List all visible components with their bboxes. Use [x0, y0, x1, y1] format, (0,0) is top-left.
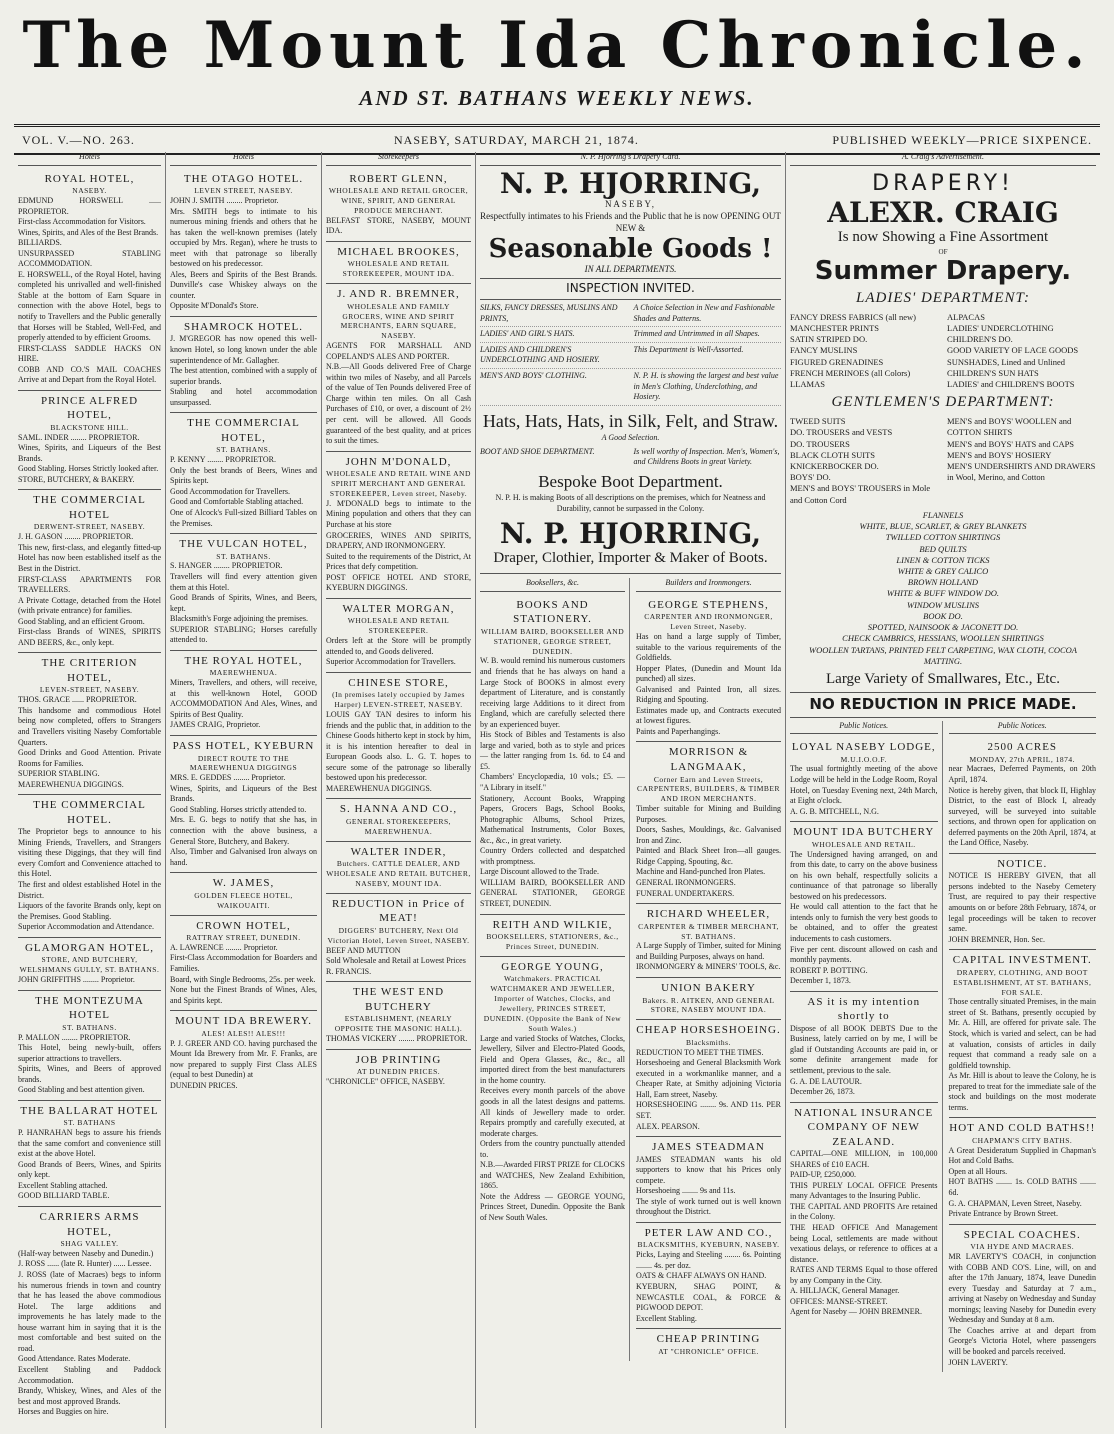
ad-title: MICHAEL BROOKES,: [337, 245, 460, 258]
ad-body: near Macraes, Deferred Payments, on 20th April, 1874. Notice is hereby given, that block II, Highlay District, to the east of Block I, already surveyed, will be surveyed into suitable sections, and thrown open for application on deferred payments on the 20th April, 1874, at the Land Office, Naseby.: [948, 764, 1096, 848]
ad-block: [326, 799, 471, 841]
column-public-notices-2: [949, 721, 1097, 1373]
ad-title: THE COMMERCIAL HOTEL.: [33, 799, 146, 826]
ad-title: CHEAP PRINTING: [656, 1333, 761, 1346]
list-item: BED QUILTS: [919, 543, 967, 554]
craig-name: ALEXR. CRAIG: [827, 195, 1059, 229]
ad-block: [170, 169, 317, 317]
ad-block: [18, 795, 161, 938]
ad-body: LOUIS GAY TAN desires to inform his friends and the public that, in addition to the Chinese Goods hitherto kept in stock by him, it is his intention hereafter to deal in European Goods also. L. G. T. hopes to secure some of the patronage so liberally bestowed upon his predecessor. MAEREWHENUA DIGGINGS.: [326, 710, 471, 793]
ad-subtitle: BLACKSTONE HILL.: [50, 422, 129, 432]
list-item: MANCHESTER PRINTS: [790, 323, 880, 334]
ad-title: THE BALLARAT HOTEL: [20, 1104, 159, 1117]
ad-title: CHEAP HORSESHOEING.: [636, 1024, 781, 1037]
hjorring-departments: [480, 303, 781, 405]
ad-block: [170, 534, 317, 651]
ad-body: J. M'DONALD begs to intimate to the Mining population and others that they can Purchase at his store GROCERIES, WINES AND SPIRITS, DRAPERY, AND IRONMONGERY. Suited to the requirements of the District, At Prices that defy competition. POST OFFICE HOTEL AND STORE, KYEBURN DIGGINGS.: [326, 498, 471, 593]
ad-title: JOHN M'DONALD,: [345, 455, 452, 468]
dept-row: [480, 371, 781, 406]
bespoke-heading: Bespoke Boot Department.: [538, 472, 723, 492]
ad-subtitle: ST. BATHANS.: [62, 1022, 117, 1032]
ad-body: P. KENNY ........ PROPRIETOR. Only the best brands of Beers, Wines and Spirits kept. Good Accommodation for Travellers. Good and Comfortable Stabling attached. One of Alcock's Full-sized Billiard Tables on the Premises.: [170, 455, 317, 528]
ad-title: MOUNT IDA BUTCHERY: [793, 826, 935, 839]
ad-body: MR LAVERTY'S COACH, in conjunction with COBB AND CO'S. Line, will, on and after the 17th January, 1874, leave Dunedin every Tuesday and Saturday at 7 a.m., arriving at Naseby on Wednesday and Sunday mornings; leaving Naseby for Dunedin every Wednesday and Sunday at 8 a.m. The Coaches arrive at and depart from George's Victoria Hotel, where passengers will be booked and parcels received. JOHN LAVERTY.: [948, 1252, 1096, 1367]
volume-number: VOL. V.—NO. 263.: [22, 133, 135, 147]
gents-list-right: [947, 416, 1096, 506]
ad-subtitle: WHOLESALE AND RETAIL STOREKEEPER, MOUNT IDA.: [342, 259, 455, 279]
ad-block: [326, 1050, 471, 1092]
ad-block: [949, 1225, 1097, 1372]
ad-subtitle: CARPENTER & TIMBER MERCHANT, ST. BATHANS.: [638, 921, 779, 941]
ad-subtitle: Bakers. R. AITKEN, AND GENERAL STORE, NASEBY MOUNT IDA.: [642, 995, 775, 1015]
ad-body: J. H. GASON ........ PROPRIETOR. This new, first-class, and elegantly fitted-up Hotel has now been established itself as the Best in the District. FIRST-CLASS APARTMENTS FOR TRAVELLERS. A Private Cottage, detached from the Hotel (with private entrance) for families. Good Stabling, and an efficient Groom. First-class Brands of WINES, SPIRITS AND BEERS, &c., only kept.: [18, 532, 161, 647]
ladies-list-right: [947, 312, 1096, 391]
ad-block: [326, 284, 471, 452]
dateline-bar: [14, 124, 1100, 155]
ad-subtitle: ALES! ALES!! ALES!!!: [201, 1028, 286, 1038]
ad-subtitle: ESTABLISHMENT, (NEARLY OPPOSITE THE MASONIC HALL).: [334, 1014, 463, 1034]
ad-block: [18, 169, 161, 391]
ad-body: A. LAWRENCE ........ Proprietor. First-Class Accommodation for Boarders and Families. Board, with Single Bedrooms, 25s. per week. None but the Finest Brands of Wines, Ales, and Spirits kept.: [170, 942, 317, 1005]
ad-title: THE OTAGO HOTEL.: [183, 172, 304, 185]
ad-block: [949, 950, 1097, 1118]
ad-body: JOHN J. SMITH ........ Proprietor. Mrs. SMITH begs to intimate to his numerous mining friends and others that he has taken the well-known premises (lately occupied by Mrs. Regan), where he trusts to meet with that patronage so liberally bestowed on his predecessor. Ales, Beers and Spirits of the Best Brands. Dunville's case Whiskey always on the counter. Opposite M'Donald's Store.: [170, 195, 317, 311]
ad-body: THOS. GRACE ...... PROPRIETOR. This handsome and commodious Hotel being now completed, offers to Strangers and Travellers visiting Naseby Comfortable Quarters. Good Drinks and Good Attention. Private Rooms for Families. SUPERIOR STABLING. MAEREWHENUA DIGGINGS.: [18, 695, 161, 789]
ad-subtitle: WHOLESALE AND RETAIL STOREKEEPER.: [347, 616, 450, 636]
place-date: NASEBY, SATURDAY, MARCH 21, 1874.: [394, 133, 639, 147]
ad-subtitle: DRAPERY, CLOTHING, AND BOOT ESTABLISHMENT, AT ST. BATHANS, FOR SALE.: [953, 967, 1092, 997]
ad-body: Orders left at the Store will be promptly attended to, and Goods delivered. Superior Accommodation for Travellers.: [326, 636, 471, 667]
ad-subtitle: WHOLESALE AND RETAIL.: [811, 839, 916, 849]
list-item: WHITE & GREY CALICO: [897, 565, 989, 576]
ad-block: [170, 873, 317, 915]
list-item: LADIES' and CHILDREN'S BOOTS: [947, 379, 1075, 390]
ad-block: [326, 842, 471, 894]
ad-title: ROBERT GLENN,: [349, 172, 448, 185]
ad-block: [636, 1137, 781, 1223]
list-item: MEN'S and BOYS' HATS and CAPS: [947, 438, 1075, 449]
ad-subtitle: MAEREWHENUA.: [209, 668, 278, 678]
ad-title: BOOKS AND STATIONERY.: [513, 598, 592, 626]
list-item: FANCY DRESS FABRICS (all new): [790, 311, 916, 322]
ad-block: [949, 854, 1097, 950]
ad-title: WALTER INDER,: [350, 845, 447, 858]
column-hotels-2: [166, 152, 322, 1428]
ad-body: J. M'GREGOR has now opened this well-known Hotel, so long known under the able superintendence of Mr. Gallagher. The best attention, combined with a supply of superior brands. Stabling and hotel accommodation unsurpassed.: [170, 334, 317, 407]
drapery-heading: DRAPERY!: [872, 170, 1014, 196]
newspaper-title: The Mount Ida Chronicle.: [22, 8, 1092, 83]
ad-body: "CHRONICLE" OFFICE, NASEBY.: [326, 1077, 445, 1087]
ad-block: [170, 651, 317, 736]
ad-title: CARRIERS ARMS HOTEL,: [39, 1211, 140, 1238]
ad-title: REITH AND WILKIE,: [492, 918, 613, 931]
ad-title: NATIONAL INSURANCE COMPANY OF NEW ZEALAND.: [794, 1106, 934, 1148]
seasonable-goods-heading: Seasonable Goods !: [488, 233, 773, 264]
ad-block: [326, 894, 471, 982]
ad-title: WALTER MORGAN,: [342, 602, 455, 615]
column-builders: [636, 578, 781, 1360]
ad-title: THE ROYAL HOTEL,: [184, 654, 303, 667]
variety-line: Large Variety of Smallwares, Etc., Etc.: [826, 670, 1060, 687]
list-item: LINEN & COTTON TICKS: [896, 554, 990, 565]
list-item: MEN'S and BOYS' TROUSERS in Mole and Cotton Cord: [790, 483, 931, 505]
ad-block: [636, 1329, 781, 1360]
ad-block: [480, 915, 625, 957]
ad-body: AGENTS FOR MARSHALL AND COPELAND'S ALES AND PORTER. N.B.—All Goods delivered Free of Charge within two miles of Naseby, and all Parcels of the value of Ten Pounds delivered Free of Charge within ten miles. On all Cash Purchases of £10, or over, a discount of 2½ per cent. will be allowed. All Goods guaranteed of the best quality, and at prices to suit the times.: [326, 341, 471, 446]
ad-subtitle: WILLIAM BAIRD, BOOKSELLER AND STATIONER, GEORGE STREET, DUNEDIN.: [480, 626, 625, 656]
ad-subtitle: WHOLESALE AND RETAIL GROCER, WINE, SPIRIT, AND GENERAL PRODUCE MERCHANT.: [328, 186, 469, 215]
summer-drapery: Summer Drapery.: [814, 256, 1072, 287]
ad-body: CAPITAL—ONE MILLION, in 100,000 SHARES of £10 EACH. PAID-UP, £250,000. THIS PURELY LOCAL OFFICE Presents many Advantages to the Insuring Public. THE CAPITAL AND PROFITS Are retained in the Colony. THE HEAD OFFICE And Management being Local, settlements are made without vexatious delays, or reference to offices at a distance. RATES AND TERMS Equal to those offered by any Company in the City. A. HILLJACK, General Manager. OFFICES: MANSE-STREET. Agent for Naseby — JOHN BREMNER.: [790, 1149, 938, 1317]
gents-dept-heading: GENTLEMEN'S DEPARTMENT:: [831, 394, 1055, 411]
ladies-dept-heading: LADIES' DEPARTMENT:: [855, 290, 1031, 306]
ad-block: [480, 595, 625, 915]
dept-row: [480, 329, 781, 343]
ad-title: J. AND R. BREMNER,: [337, 288, 460, 301]
ad-body: MRS. E. GEDDES ........ Proprietor. Wines, Spirits, and Liqueurs of the Best Brands. Good Stabling. Horses strictly attended to. Mrs. E. G. begs to notify that she has, in connection with the above business, a General Store, Butchery, and Bakery. Also, Timber and Galvanised Iron always on hand.: [170, 773, 317, 867]
ad-block: [326, 242, 471, 284]
ad-title: GLAMORGAN HOTEL,: [24, 941, 155, 954]
hjorring-footer: Draper, Clothier, Importer & Maker of Boots.: [480, 549, 781, 574]
craig-showing: Is now Showing a Fine Assortment: [837, 229, 1049, 246]
ad-subtitle: SHAG VALLEY.: [60, 1239, 119, 1249]
ad-title: NOTICE.: [997, 857, 1048, 870]
ad-title: CHINESE STORE,: [348, 676, 449, 689]
ad-body: Miners, Travellers, and others, will receive, at this well-known Hotel, GOOD ACCOMMODATION And Ales, Wines, and Spirits of Best Quality. JAMES CRAIG, Proprietor.: [170, 678, 317, 730]
dept-row: [480, 303, 781, 327]
ad-title: SPECIAL COACHES.: [963, 1228, 1081, 1241]
column-booksellers: [480, 578, 630, 1360]
ad-title: UNION BAKERY: [661, 982, 756, 995]
ad-body: A Great Desideratum Supplied in Chapman's Hot and Cold Baths. Open at all Hours. HOT BATHS ........ 1s. COLD BATHS ........ 6d. G. A. CHAPMAN, Leven Street, Naseby. Private Entrance by Brown Street.: [948, 1145, 1096, 1219]
ad-body: Large and varied Stocks of Watches, Clocks, Jewellery, Silver and Electro-Plated Goods, Field and Opera Glasses, &c., &c., all imported direct from the best manufacturers in the home country. Receives every month parcels of the above goods in all the latest designs and patterns. All kinds of Jewellery made to order. Repairs promptly and carefully executed, at moderate charges. Orders from the country punctually attended to. N.B.—Awarded FIRST PRIZE for CLOCKS and WATCHES, New Zealand Exhibition, 1865. Note the Address — GEORGE YOUNG, Princes Street, Dunedin. Opposite the Bank of New South Wales.: [480, 1033, 625, 1222]
ad-subtitle: LEVEN-STREET, NASEBY.: [39, 685, 140, 695]
all-departments: IN ALL DEPARTMENTS.: [584, 263, 677, 274]
ad-block: [790, 992, 938, 1103]
ad-title: THE WEST END BUTCHERY: [352, 986, 445, 1013]
hjorring-name-2: N. P. HJORRING,: [499, 516, 762, 550]
ad-title: PRINCE ALFRED HOTEL,: [40, 394, 139, 422]
ad-block: [170, 736, 317, 873]
ad-block: [790, 822, 938, 992]
ad-subtitle: VIA HYDE AND MACRAES.: [970, 1242, 1075, 1252]
column-header: Public Notices.: [949, 721, 1097, 735]
ad-subtitle: Watchmakers. PRACTICAL WATCHMAKER AND JEWELLER, Importer of Watches, Clocks, and Jewellery, PRINCES STREET, DUNEDIN. (Opposite the Bank of New South Wales.): [483, 974, 622, 1033]
ad-body: A Large Supply of Timber, suited for Mining and Building Purposes, always on hand. IRONMONGERY & MINERS' TOOLS, &c.: [636, 941, 781, 972]
ad-body: P. HANRAHAN begs to assure his friends that the same comfort and convenience still exist at the above Hotel. Good Brands of Beers, Wines, and Spirits only kept. Excellent Stabling attached. GOOD BILLIARD TABLE.: [18, 1128, 161, 1201]
dept-label: SILKS, FANCY DRESSES, MUSLINS AND PRINTS,: [480, 303, 618, 323]
ad-subtitle: RATTRAY STREET, DUNEDIN.: [186, 933, 301, 943]
list-item: BLACK CLOTH SUITS: [790, 449, 876, 460]
ad-title: THE CRITERION HOTEL,: [41, 657, 138, 684]
ad-block: [480, 957, 625, 1228]
dept-desc: N. P. H. is showing the largest and best value in Men's Clothing, Underclothing, and Hosiery.: [633, 371, 779, 402]
boot-dept-label: BOOT AND SHOE DEPARTMENT.: [480, 446, 595, 456]
gents-list-left: [790, 416, 939, 506]
good-selection: A Good Selection.: [601, 433, 660, 443]
boot-dept-desc: Is well worthy of Inspection. Men's, Women's, and Childrens Boots in great Variety.: [633, 446, 780, 467]
ad-body: SAML. INDER ........ PROPRIETOR. Wines, Spirits, and Liqueurs of the Best Brands. Good Stabling. Horses Strictly looked after. STORE, BUTCHERY, & BAKERY.: [18, 432, 161, 484]
ad-body: (Half-way between Naseby and Dunedin.) J. ROSS ...... (late R. Hunter) ...... Lessee. J. ROSS (late of Macraes) begs to inform his numerous friends in town and country that he has leased the above commodious Hotel. The large additions and improvements he has lately made to the house warrant him in saying that it is the most comfortable and best suited on the road. Good Attendance. Rates Moderate. Excellent Stabling and Paddock Accommodation. Brandy, Whiskey, Wines, and Ales of the best and most approved Brands. Horses and Buggies on hire.: [18, 1248, 161, 1417]
ad-body: S. HANGER ........ PROPRIETOR. Travellers will find every attention given them at this Hotel. Good Brands of Spirits, Wines, and Beers, kept. Blacksmith's Forge adjoining the premises. SUPERIOR STABLING; Horses carefully attended to.: [170, 561, 317, 645]
list-item: WINDOW MUSLINS: [906, 599, 979, 610]
list-item: FANCY MUSLINS: [790, 345, 858, 356]
list-item: TWILLED COTTON SHIRTINGS: [885, 532, 1001, 543]
ad-title: CAPITAL INVESTMENT.: [952, 954, 1092, 967]
ad-subtitle: GENERAL STOREKEEPERS, MAEREWHENUA.: [345, 816, 452, 836]
ad-title: LOYAL NASEBY LODGE,: [791, 741, 936, 754]
ad-subtitle: DERWENT-STREET, NASEBY.: [33, 522, 146, 532]
ad-block: [326, 673, 471, 800]
ad-title: AS it is my intention shortly to: [807, 995, 921, 1023]
ad-title: JOB PRINTING: [355, 1053, 442, 1066]
ad-body: P. J. GREER AND CO. having purchased the Mount Ida Brewery from Mr. F. Franks, are now prepared to supply First Class ALES (equal to best Dunedin) at DUNEDIN PRICES.: [170, 1038, 317, 1090]
ad-subtitle: WHOLESALE AND RETAIL WINE AND SPIRIT MERCHANT AND GENERAL STOREKEEPER, Leven street, Naseby.: [326, 469, 471, 498]
dept-label: LADIES AND CHILDREN'S UNDERCLOTHING AND HOSIERY.: [480, 344, 600, 365]
column-header: Hotels: [170, 152, 317, 166]
ad-title: ROYAL HOTEL,: [44, 172, 135, 185]
ad-title: S. HANNA AND CO.,: [339, 803, 458, 816]
list-item: MEN'S UNDERSHIRTS AND DRAWERS in Wool, Merino, and Cotton: [947, 461, 1096, 483]
ad-block: [790, 737, 938, 822]
column-craig: [786, 152, 1100, 1428]
list-item: CHILDREN'S DO.: [947, 334, 1013, 345]
ad-subtitle: WHOLESALE AND FAMILY GROCERS, WINE AND SPIRIT MERCHANTS, EARN SQUARE, NASEBY.: [340, 301, 457, 341]
list-item: WOOLLEN TARTANS, PRINTED FELT CARPETING, WAX CLOTH, COCOA MATTING.: [809, 644, 1077, 666]
column-storekeepers: [322, 152, 476, 1428]
list-item: LADIES' UNDERCLOTHING: [947, 323, 1054, 334]
ad-block: [18, 391, 161, 491]
list-item: FLANNELS: [922, 509, 964, 520]
ad-subtitle: M.U.I.O.O.F.: [840, 754, 887, 764]
craig-of: OF: [938, 248, 948, 257]
ad-block: [636, 595, 781, 743]
list-item: FRENCH MERINOES (all Colors): [790, 367, 911, 378]
list-item: SATIN STRIPED DO.: [790, 334, 868, 345]
column-hjorring: [476, 152, 786, 1428]
ad-body: W. B. would remind his numerous customers and friends that he has always on hand a Large Stock of BOOKS in almost every department of Literature, and is constantly receiving large Additions to it direct from England, which are carefully selected there by an experienced buyer. His Stock of Bibles and Testaments is also large and varied, both as to style and prices — the latter ranging from 1s. 6d. to £4 and £5. Chambers' Encyclopædia, 10 vols.; £5. — "A Library in itself." Stationery, Account Books, Wrapping Papers, Grocers Bags, School Books, Photographic Albums, School Prizes, Mathematical Instruments, Color Boxes, &c., &c., in great variety. Country Orders collected and despatched with promptness. Large Discount allowed to the Trade. WILLIAM BAIRD, BOOKSELLER AND GENERAL STATIONER, GEORGE STREET, DUNEDIN.: [480, 656, 625, 908]
ad-body: The Proprietor begs to announce to his Mining Friends, Travellers, and Strangers visiting these Diggings, that they will find every Comfort and Convenience attached to this Hotel. The first and oldest established Hotel in the District. Liquors of the favorite Brands only, kept on the Premises. Good Stabling. Superior Accommodation and Attendance.: [18, 827, 161, 932]
ad-block: [326, 452, 471, 599]
ad-title: GEORGE STEPHENS,: [648, 598, 769, 611]
ad-subtitle: ST. BATHANS.: [216, 445, 271, 455]
column-header: Builders and Ironmongers.: [636, 578, 781, 592]
column-header: Booksellers, &c.: [480, 578, 625, 592]
ad-subtitle: ST. BATHANS: [63, 1118, 116, 1128]
list-item: FIGURED GRENADINES: [790, 356, 884, 367]
dept-label: MEN'S AND BOYS' CLOTHING.: [480, 371, 587, 380]
column-hotels-1: [14, 152, 166, 1428]
list-item: SPOTTED, NAINSOOK & JACONETT DO.: [867, 622, 1019, 633]
list-item: CHECK CAMBRICS, HESSIANS, WOOLLEN SHIRTINGS: [842, 633, 1044, 644]
ad-title: PETER LAW AND CO.,: [644, 1226, 773, 1239]
ad-body: The usual fortnightly meeting of the above Lodge will be held in the Lodge Room, Royal Hotel, on Tuesday Evening next, 24th March, at Eight o'clock. A. G. B. MITCHELL, N.G.: [790, 764, 938, 816]
ad-title: REDUCTION in Price of MEAT!: [331, 897, 466, 925]
ad-body: Timber suitable for Mining and Building Purposes. Doors, Sashes, Mouldings, &c. Galvanised Iron and Zinc. Painted and Black Sheet Iron—all gauges. Ridge Capping, Spouting, &c. Machine and Hand-punched Iron Plates. GENERAL IRONMONGERS. FUNERAL UNDERTAKERS.: [636, 804, 781, 898]
newspaper-subtitle: AND ST. BATHANS WEEKLY NEWS.: [359, 86, 755, 110]
no-reduction: NO REDUCTION IN PRICE MADE.: [790, 692, 1096, 718]
ad-block: [790, 1103, 938, 1322]
ad-subtitle: Butchers. CATTLE DEALER, AND WHOLESALE AND RETAIL BUTCHER, NASEBY, MOUNT IDA.: [326, 859, 471, 888]
ad-body: EDMUND HORSWELL ...... PROPRIETOR. First-class Accommodation for Visitors. Wines, Spirits, and Ales of the Best Brands. BILLIARDS. UNSURPASSED STABLING ACCOMMODATION. E. HORSWELL, of the Royal Hotel, having completed his unrivalled and well-finished Stable at the bottom of Earn Square in connection with the above Hotel, begs to notify to Travellers and the Public generally that Horses will be Stabled, Well-Fed, and properly attended to by efficient Grooms. FIRST-CLASS SADDLE HACKS ON HIRE. COBB AND CO.'S MAIL COACHES Arrive at and Depart from the Royal Hotel.: [18, 195, 161, 385]
list-item: BROWN HOLLAND: [907, 577, 979, 588]
ad-title: RICHARD WHEELER,: [646, 908, 771, 921]
hjorring-name: N. P. HJORRING,: [499, 166, 762, 200]
ad-title: THE MONTEZUMA HOTEL: [35, 994, 144, 1022]
ad-title: SHAMROCK HOTEL.: [184, 320, 303, 333]
ad-block: [326, 982, 471, 1049]
ad-body: Picks, Laying and Steeling ........ 6s. Pointing ........ 4s. per doz. OATS & CHAFF ALWAYS ON HAND. KYEBURN, SHAG POINT, & NEWCASTLE COAL, & FORCE & PIGWOOD DEPOT. Excellent Stabling.: [636, 1250, 781, 1323]
ladies-list-left: [790, 312, 939, 391]
list-item: SUNSHADES, Lined and Unlined: [947, 356, 1066, 367]
list-item: DO. TROUSERS and VESTS: [790, 427, 893, 438]
list-item: GOOD VARIETY OF LACE GOODS: [947, 345, 1079, 356]
ad-body: REDUCTION TO MEET THE TIMES. Horseshoeing and General Blacksmith Work executed in a workmanlike manner, and a Cheaper Rate, at Smithy adjoining Victoria Hall, Earn street, Naseby. HORSESHOEING ........ 9s. AND 11s. PER SET. ALEX. PEARSON.: [636, 1047, 781, 1131]
ad-subtitle: ST. BATHANS.: [216, 551, 271, 561]
dept-desc: Trimmed and Untrimmed in all Shapes.: [633, 329, 760, 339]
ad-body: Those centrally situated Premises, in the main street of St. Bathans, presently occupied by Mr. A. Hill, are offered for private sale. The Stock, which is varied and select, can be had at valuation, consists of articles in daily request that command a ready sale on a goldfield township. As Mr. Hill is about to leave the Colony, he is prepared to treat for the immediate sale of the stock and buildings on the most moderate terms.: [948, 997, 1096, 1112]
ad-subtitle: GOLDEN FLEECE HOTEL, WAIKOUAITI.: [194, 890, 293, 910]
ad-block: [170, 413, 317, 534]
bespoke-body: N. P. H. is making Boots of all descriptions on the premises, which for Neatness and Durability, cannot be surpassed in the Colony.: [495, 493, 766, 514]
ad-block: [18, 1207, 161, 1422]
ad-body: BELFAST STORE, NASEBY, MOUNT IDA.: [326, 215, 471, 236]
list-item: ALPACAS: [947, 311, 985, 322]
ad-block: [18, 938, 161, 991]
ad-title: THE COMMERCIAL HOTEL: [33, 494, 146, 521]
ad-block: [949, 1118, 1097, 1224]
dept-desc: A Choice Selection in New and Fashionable Shades and Patterns.: [633, 303, 775, 323]
hats-heading: Hats, Hats, Hats, in Silk, Felt, and Straw.: [482, 410, 779, 431]
ad-block: [18, 490, 161, 653]
ad-title: 2500 ACRES: [987, 741, 1058, 754]
ad-block: [949, 737, 1097, 854]
ad-title: W. JAMES,: [212, 877, 275, 890]
dept-desc: This Department is Well-Assorted.: [633, 344, 744, 354]
hjorring-place: NASEBY,: [604, 199, 657, 210]
ad-block: [636, 1020, 781, 1137]
ad-block: [18, 653, 161, 795]
ad-title: MORRISON & LANGMAAK,: [668, 746, 749, 773]
ad-body: Dispose of all BOOK DEBTS Due to the Business, lately carried on by me, I will be glad if Outstanding Accounts are paid in, or some definite arrangement made for settlement, previous to the sale. G. A. DE LAUTOUR. December 26, 1873.: [790, 1023, 938, 1097]
hjorring-intro: Respectfully intimates to his Friends and the Public that he is now OPENING OUT NEW &: [480, 211, 781, 234]
ad-body: P. MALLON ........ PROPRIETOR. This Hotel, being newly-built, offers superior attractions to travellers. Spirits, Wines, and Beers of approved brands. Good Stabling and best attention given.: [18, 1032, 161, 1095]
ad-body: JOHN GRIFFITHS ........ Proprietor.: [18, 975, 135, 985]
ad-block: [326, 169, 471, 242]
column-header: N. P. Hjorring's Drapery Card.: [480, 152, 781, 166]
ad-block: [170, 916, 317, 1012]
ad-subtitle: (In premises lately occupied by James Harper) LEVEN-STREET, NASEBY.: [332, 690, 465, 710]
masthead: [0, 0, 1114, 124]
ad-block: [636, 904, 781, 978]
ad-block: [636, 978, 781, 1020]
list-item: LLAMAS: [790, 379, 825, 390]
ad-subtitle: STORE, AND BUTCHERY, WELSHMANS GULLY, ST. BATHANS.: [19, 955, 160, 975]
ad-title: PASS HOTEL, KYEBURN: [172, 739, 315, 752]
ad-subtitle: BLACKSMITHS, KYEBURN, NASEBY.: [637, 1240, 780, 1250]
list-item: BOOK DO.: [923, 610, 963, 621]
ad-subtitle: CARPENTER AND IRONMONGER, Leven Street, Naseby.: [644, 612, 773, 632]
ad-subtitle: LEVEN STREET, NASEBY.: [194, 186, 293, 196]
ad-body: THOMAS VICKERY ........ PROPRIETOR.: [326, 1034, 468, 1044]
inspection-invited: INSPECTION INVITED.: [480, 278, 781, 300]
ad-subtitle: AT DUNEDIN PRICES.: [356, 1067, 441, 1077]
list-item: BOYS' DO.: [790, 472, 831, 483]
ad-subtitle: Blacksmiths.: [686, 1037, 731, 1047]
ad-subtitle: MONDAY, 27th APRIL, 1874.: [969, 754, 1075, 764]
ad-block: [18, 1101, 161, 1207]
ad-title: JAMES STEADMAN: [652, 1141, 765, 1154]
ad-block: [18, 991, 161, 1101]
ad-subtitle: AT "CHRONICLE" OFFICE.: [658, 1346, 759, 1356]
list-item: WHITE, BLUE, SCARLET, & GREY BLANKETS: [859, 521, 1027, 532]
column-header: Public Notices.: [790, 721, 938, 735]
ad-title: HOT AND COLD BATHS!!: [949, 1122, 1096, 1135]
ad-title: THE VULCAN HOTEL,: [179, 538, 308, 551]
list-item: MEN'S and BOYS' HOSIERY: [947, 449, 1052, 460]
flannels-list: [790, 510, 1096, 667]
list-item: MEN'S and BOYS' WOOLLEN and COTTON SHIRTS: [947, 416, 1072, 438]
ad-subtitle: NASEBY.: [72, 186, 107, 196]
ad-block: [326, 599, 471, 673]
ad-body: The Undersigned having arranged, on and from this date, to carry on the above business on his own behalf, respectfully solicits a continuance of that patronage so liberally bestowed on his predecessors. He would call attention to the fact that he intends only to furnish the very best goods to be obtained, and to offer the greatest inducements to cash customers. Five per cent. discount allowed on cash and monthly payments. ROBERT P. BOTTING. December 1, 1873.: [790, 849, 938, 986]
ad-subtitle: DIRECT ROUTE TO THE MAEREWHENUA DIGGINGS: [189, 753, 298, 773]
list-item: DO. TROUSERS: [790, 438, 850, 449]
ad-body: JAMES STEADMAN wants his old supporters to know that his Prices only compete. Horseshoeing ........ 9s and 11s. The style of work turned out is well known throughout the District.: [636, 1154, 781, 1217]
ad-block: [170, 1011, 317, 1095]
list-item: CHILDREN'S SUN HATS: [947, 367, 1039, 378]
list-item: WHITE & BUFF WINDOW DO.: [886, 588, 1000, 599]
ad-title: THE COMMERCIAL HOTEL,: [187, 417, 300, 444]
dept-label: LADIES' AND GIRL'S HATS.: [480, 329, 575, 339]
ad-subtitle: DIGGERS' BUTCHERY, Next Old Victorian Hotel, Leven Street, NASEBY.: [327, 925, 470, 945]
column-public-notices-1: [790, 721, 943, 1373]
ad-block: [636, 742, 781, 904]
column-header: Storekeepers: [326, 152, 471, 166]
ad-title: GEORGE YOUNG,: [501, 960, 604, 973]
ad-subtitle: CHAPMAN'S CITY BATHS.: [972, 1135, 1073, 1145]
ad-body: BEEF AND MUTTON Sold Wholesale and Retail at Lowest Prices R. FRANCIS.: [326, 945, 466, 976]
ad-title: MOUNT IDA BREWERY.: [174, 1015, 313, 1028]
ad-title: CROWN HOTEL,: [196, 919, 291, 932]
list-item: KNICKERBOCKER DO.: [790, 461, 879, 471]
column-header: Hotels: [18, 152, 161, 166]
price-line: PUBLISHED WEEKLY—PRICE SIXPENCE.: [832, 133, 1092, 147]
ad-body: Has on hand a large supply of Timber, suitable to the various requirements of the Goldfields. Hopper Plates, (Dunedin and Mount Ida punched) all sizes. Galvanised and Painted Iron, all sizes. Ridging and Spouting. Estimates made up, and Contracts executed at lowest figures. Paints and Paperhangings.: [636, 632, 781, 736]
dept-row: [480, 345, 781, 369]
ad-body: NOTICE IS HEREBY GIVEN, that all persons indebted to the Naseby Cemetery Trust, are required to pay their respective amounts on or before 28th February, 1874, or legal proceedings will be taken to recover same. JOHN BREMNER, Hon. Sec.: [948, 871, 1096, 944]
ad-block: [170, 317, 317, 413]
list-item: TWEED SUITS: [790, 416, 846, 427]
ad-block: [636, 1223, 781, 1329]
ad-subtitle: BOOKSELLERS, STATIONERS, &c., Princes Street, DUNEDIN.: [486, 932, 619, 951]
ad-subtitle: Corner Earn and Leven Streets, CARPENTERS, BUILDERS, & TIMBER AND IRON MERCHANTS.: [636, 774, 780, 804]
column-header: A. Craig's Advertisement.: [790, 152, 1096, 166]
